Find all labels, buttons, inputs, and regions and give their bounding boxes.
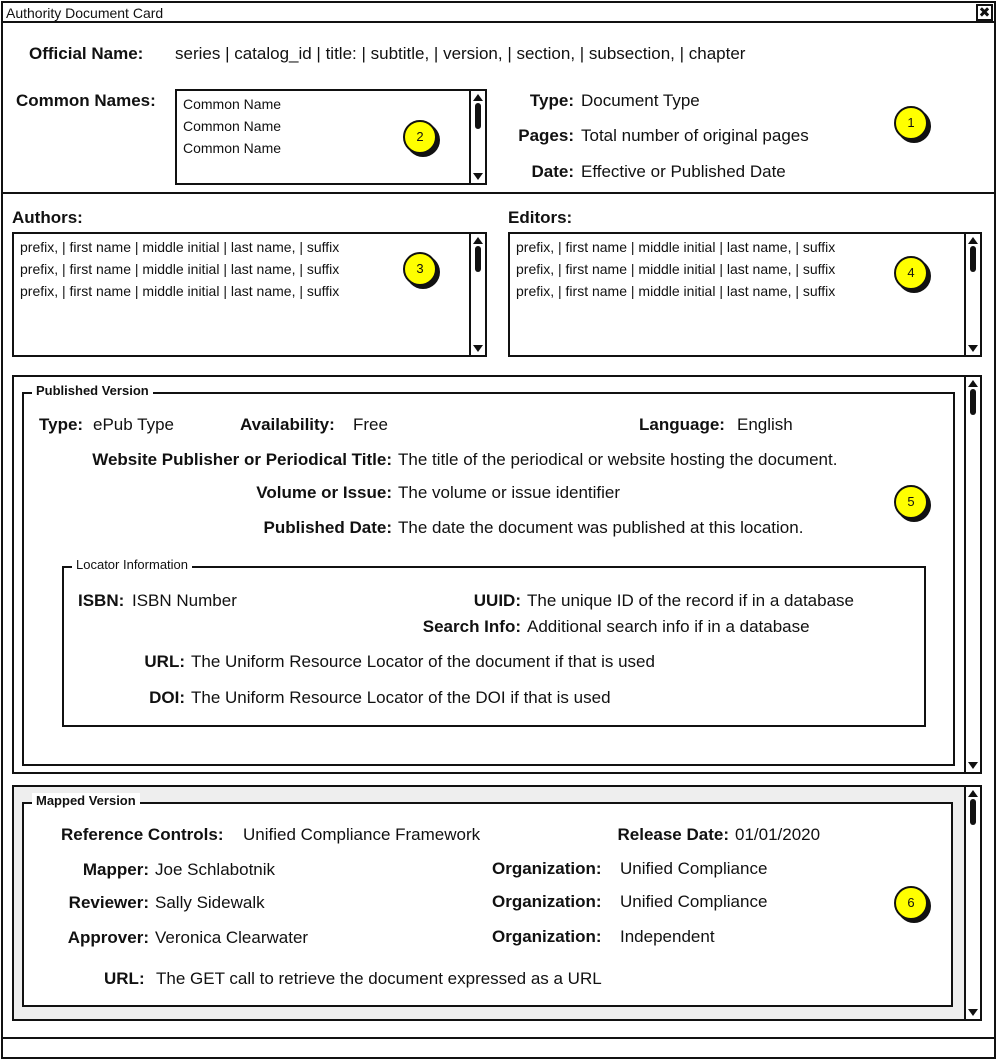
official-name-label: Official Name: [29,44,144,63]
callout-badge-2: 2 [403,120,437,154]
section-divider [3,192,996,194]
list-item[interactable]: Common Name [183,96,282,112]
date-label: Date: [531,162,574,181]
scroll-down-icon[interactable] [968,345,978,352]
search-info-value: Additional search info if in a database [527,617,810,636]
approver-organization-label: Organization: [492,927,602,946]
availability-label: Availability: [240,415,335,434]
doi-value: The Uniform Resource Locator of the DOI if that is used [191,688,611,707]
pages-value: Total number of original pages [581,126,809,145]
isbn-label: ISBN: [78,591,125,610]
mapper-organization-label: Organization: [492,859,602,878]
common-names-label: Common Names: [16,91,156,110]
mapped-scrollbar[interactable] [964,787,980,1019]
common-names-list[interactable] [175,89,487,185]
publisher-value: The title of the periodical or website hosting the document. [398,450,838,469]
scroll-down-icon[interactable] [968,1009,978,1016]
scroll-thumb[interactable] [970,799,976,825]
scroll-down-icon[interactable] [473,345,483,352]
callout-badge-5: 5 [894,485,928,519]
reviewer-organization-label: Organization: [492,892,602,911]
type-label: Type: [529,91,574,110]
editors-label: Editors: [508,208,573,227]
callout-badge-4: 4 [894,256,928,290]
language-value: English [737,415,793,434]
locator-information-legend: Locator Information [72,557,192,572]
volume-label: Volume or Issue: [256,483,392,502]
scroll-down-icon[interactable] [968,762,978,769]
type-value: Document Type [581,91,700,110]
published-date-value: The date the document was published at this location. [398,518,804,537]
list-item[interactable]: prefix, | first name | middle initial | last name, | suffix [516,261,836,277]
list-item[interactable]: Common Name [183,140,282,156]
list-item[interactable]: prefix, | first name | middle initial | last name, | suffix [20,283,340,299]
scroll-up-icon[interactable] [968,237,978,244]
uuid-value: The unique ID of the record if in a database [527,591,854,610]
list-item[interactable]: prefix, | first name | middle initial | last name, | suffix [516,239,836,255]
mapped-version-legend: Mapped Version [32,793,140,808]
approver-organization-value: Independent [620,927,715,946]
scroll-thumb[interactable] [475,246,481,272]
published-scrollbar[interactable] [964,377,980,772]
mapper-value: Joe Schlabotnik [155,860,276,879]
mapped-url-value: The GET call to retrieve the document expressed as a URL [156,969,602,988]
list-item[interactable]: prefix, | first name | middle initial | last name, | suffix [20,239,340,255]
volume-value: The volume or issue identifier [398,483,621,502]
reviewer-value: Sally Sidewalk [155,893,265,912]
scroll-up-icon[interactable] [968,790,978,797]
mapped-url-label: URL: [104,969,145,988]
list-item[interactable]: prefix, | first name | middle initial | last name, | suffix [20,261,340,277]
approver-label: Approver: [67,928,149,947]
isbn-value: ISBN Number [132,591,237,610]
locator-url-value: The Uniform Resource Locator of the document if that is used [191,652,655,671]
reviewer-label: Reviewer: [68,893,149,912]
published-date-label: Published Date: [263,518,392,537]
search-info-label: Search Info: [422,617,521,636]
official-name-value: series | catalog_id | title: | subtitle, | version, | section, | subsection, | chapter [175,44,746,63]
list-item[interactable]: Common Name [183,118,282,134]
callout-badge-1: 1 [894,106,928,140]
publisher-label: Website Publisher or Periodical Title: [92,450,392,469]
reference-controls-value: Unified Compliance Framework [243,825,481,844]
locator-url-label: URL: [144,652,185,671]
footer-divider [3,1037,996,1039]
callout-badge-6: 6 [894,886,928,920]
mapper-organization-value: Unified Compliance [620,859,768,878]
editors-scrollbar[interactable] [964,234,980,355]
release-date-label: Release Date: [617,825,729,844]
pub-type-value: ePub Type [93,415,174,434]
reference-controls-label: Reference Controls: [61,825,224,844]
pub-type-label: Type: [39,415,84,434]
published-version-legend: Published Version [32,383,153,398]
uuid-label: UUID: [473,591,521,610]
reviewer-organization-value: Unified Compliance [620,892,768,911]
doi-label: DOI: [149,688,185,707]
authors-label: Authors: [12,208,83,227]
scroll-up-icon[interactable] [473,237,483,244]
window-title: Authority Document Card [6,5,164,21]
scroll-thumb[interactable] [970,389,976,415]
list-item[interactable]: prefix, | first name | middle initial | last name, | suffix [516,283,836,299]
callout-badge-3: 3 [403,252,437,286]
authors-scrollbar[interactable] [469,234,485,355]
approver-value: Veronica Clearwater [155,928,309,947]
editors-list[interactable] [508,232,982,357]
scroll-thumb[interactable] [970,246,976,272]
date-value: Effective or Published Date [581,162,786,181]
release-date-value: 01/01/2020 [735,825,821,844]
mapper-label: Mapper: [82,860,149,879]
language-label: Language: [639,415,725,434]
authors-list[interactable] [12,232,487,357]
pages-label: Pages: [518,126,574,145]
close-icon[interactable]: ✖ [976,4,993,21]
availability-value: Free [353,415,388,434]
scroll-up-icon[interactable] [968,380,978,387]
